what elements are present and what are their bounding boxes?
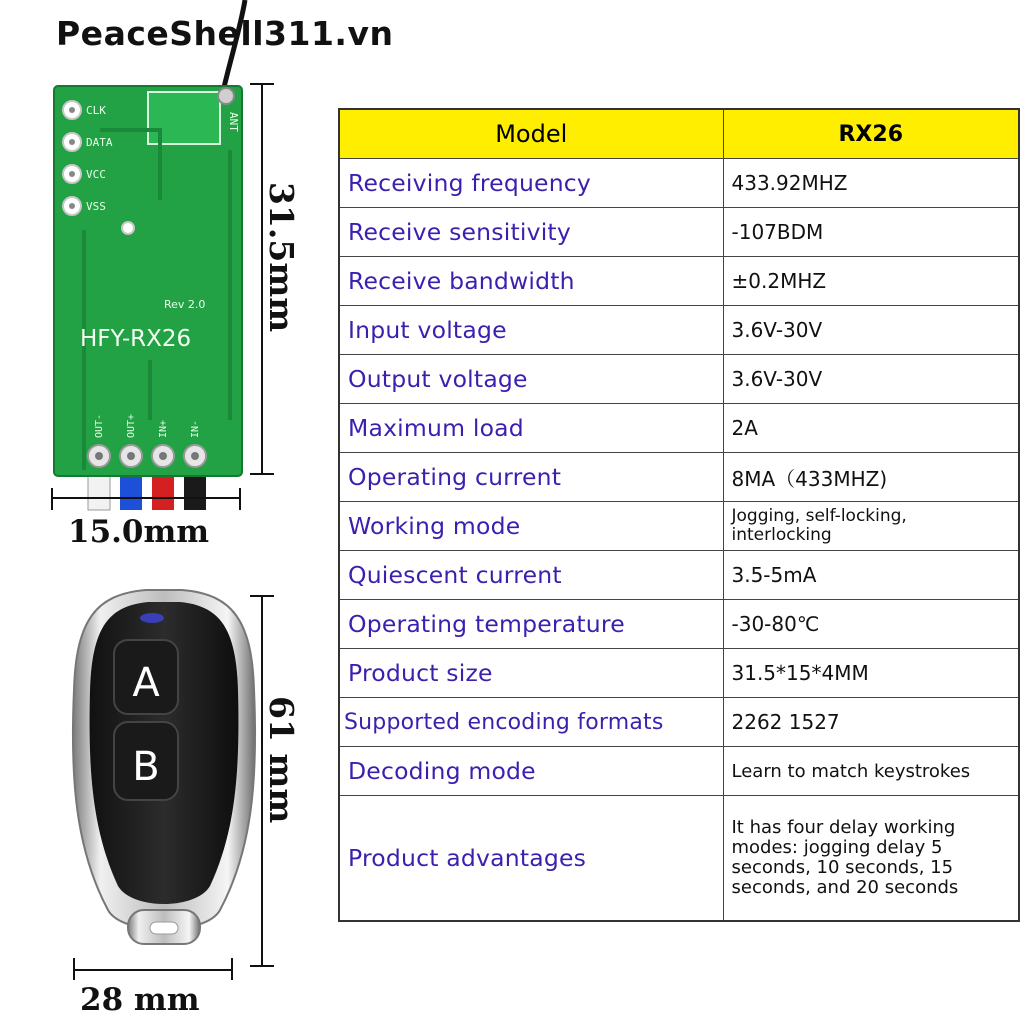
value-product-advantages: It has four delay working modes: jogging delay 5 seconds, 10 seconds, 15 seconds, and 20 seconds: [723, 796, 1019, 922]
remote-button-a: A: [132, 660, 160, 706]
value-quiescent-current: 3.5-5mA: [723, 551, 1019, 600]
param-working-mode: Working mode: [339, 502, 723, 551]
table-row: [339, 404, 1019, 453]
value-input-voltage: 3.6V-30V: [723, 306, 1019, 355]
param-output-voltage: Output voltage: [339, 355, 723, 404]
value-receive-bandwidth: ±0.2MHZ: [723, 257, 1019, 306]
pin-label-vcc: VCC: [86, 168, 106, 181]
param-operating-current: Operating current: [339, 453, 723, 502]
pcb-rev-label: Rev 2.0: [164, 298, 206, 311]
header-param-cell: Model: [339, 109, 723, 159]
param-input-voltage: Input voltage: [339, 306, 723, 355]
value-output-voltage: 3.6V-30V: [723, 355, 1019, 404]
value-product-size: 31.5*15*4MM: [723, 649, 1019, 698]
param-receive-sensitivity: Receive sensitivity: [339, 208, 723, 257]
param-product-size: Product size: [339, 649, 723, 698]
pin-label-data: DATA: [86, 136, 113, 149]
remote-button-b: B: [132, 744, 160, 790]
table-row: [339, 355, 1019, 404]
pcb-height-label: 31.5mm: [262, 182, 301, 333]
table-row: [339, 747, 1019, 796]
param-receiving-frequency: Receiving frequency: [339, 159, 723, 208]
value-working-mode: Jogging, self-locking, interlocking: [723, 502, 1019, 551]
pin-label-vss: VSS: [86, 200, 106, 213]
remote-width-label: 28 mm: [80, 982, 200, 1018]
table-row: [339, 796, 1019, 922]
table-row: [339, 453, 1019, 502]
value-receive-sensitivity: -107BDM: [723, 208, 1019, 257]
pin-label-in-plus: IN+: [158, 419, 169, 438]
value-maximum-load: 2A: [723, 404, 1019, 453]
value-decoding-mode: Learn to match keystrokes: [723, 747, 1019, 796]
table-header-row: [339, 109, 1019, 159]
table-row: [339, 502, 1019, 551]
pcb-width-label: 15.0mm: [68, 514, 210, 550]
table-row: [339, 698, 1019, 747]
table-row: [339, 257, 1019, 306]
param-maximum-load: Maximum load: [339, 404, 723, 453]
table-row: [339, 159, 1019, 208]
param-decoding-mode: Decoding mode: [339, 747, 723, 796]
header-value-cell: RX26: [723, 109, 1019, 159]
ant-label: ANT: [227, 112, 240, 132]
remote-control-image: [56, 580, 296, 980]
pcb-model-label: HFY-RX26: [80, 326, 192, 352]
value-operating-current: 8MA（433MHZ): [723, 453, 1019, 502]
param-quiescent-current: Quiescent current: [339, 551, 723, 600]
param-encoding-formats: Supported encoding formats: [339, 698, 723, 747]
watermark-text: PeaceShell311.vn: [56, 14, 394, 53]
pin-label-clk: CLK: [86, 104, 106, 117]
pin-label-in-minus: IN-: [190, 419, 201, 438]
value-encoding-formats: 2262 1527: [723, 698, 1019, 747]
pin-label-out-minus: OUT-: [94, 413, 105, 438]
table-row: [339, 649, 1019, 698]
remote-height-label: 61 mm: [262, 696, 301, 824]
param-operating-temperature: Operating temperature: [339, 600, 723, 649]
param-product-advantages: Product advantages: [339, 796, 723, 922]
value-operating-temperature: -30-80℃: [723, 600, 1019, 649]
table-row: [339, 306, 1019, 355]
table-row: [339, 600, 1019, 649]
table-row: [339, 208, 1019, 257]
table-row: [339, 551, 1019, 600]
value-receiving-frequency: 433.92MHZ: [723, 159, 1019, 208]
spec-table: [338, 108, 1020, 922]
pin-label-out-plus: OUT+: [126, 413, 137, 438]
param-receive-bandwidth: Receive bandwidth: [339, 257, 723, 306]
